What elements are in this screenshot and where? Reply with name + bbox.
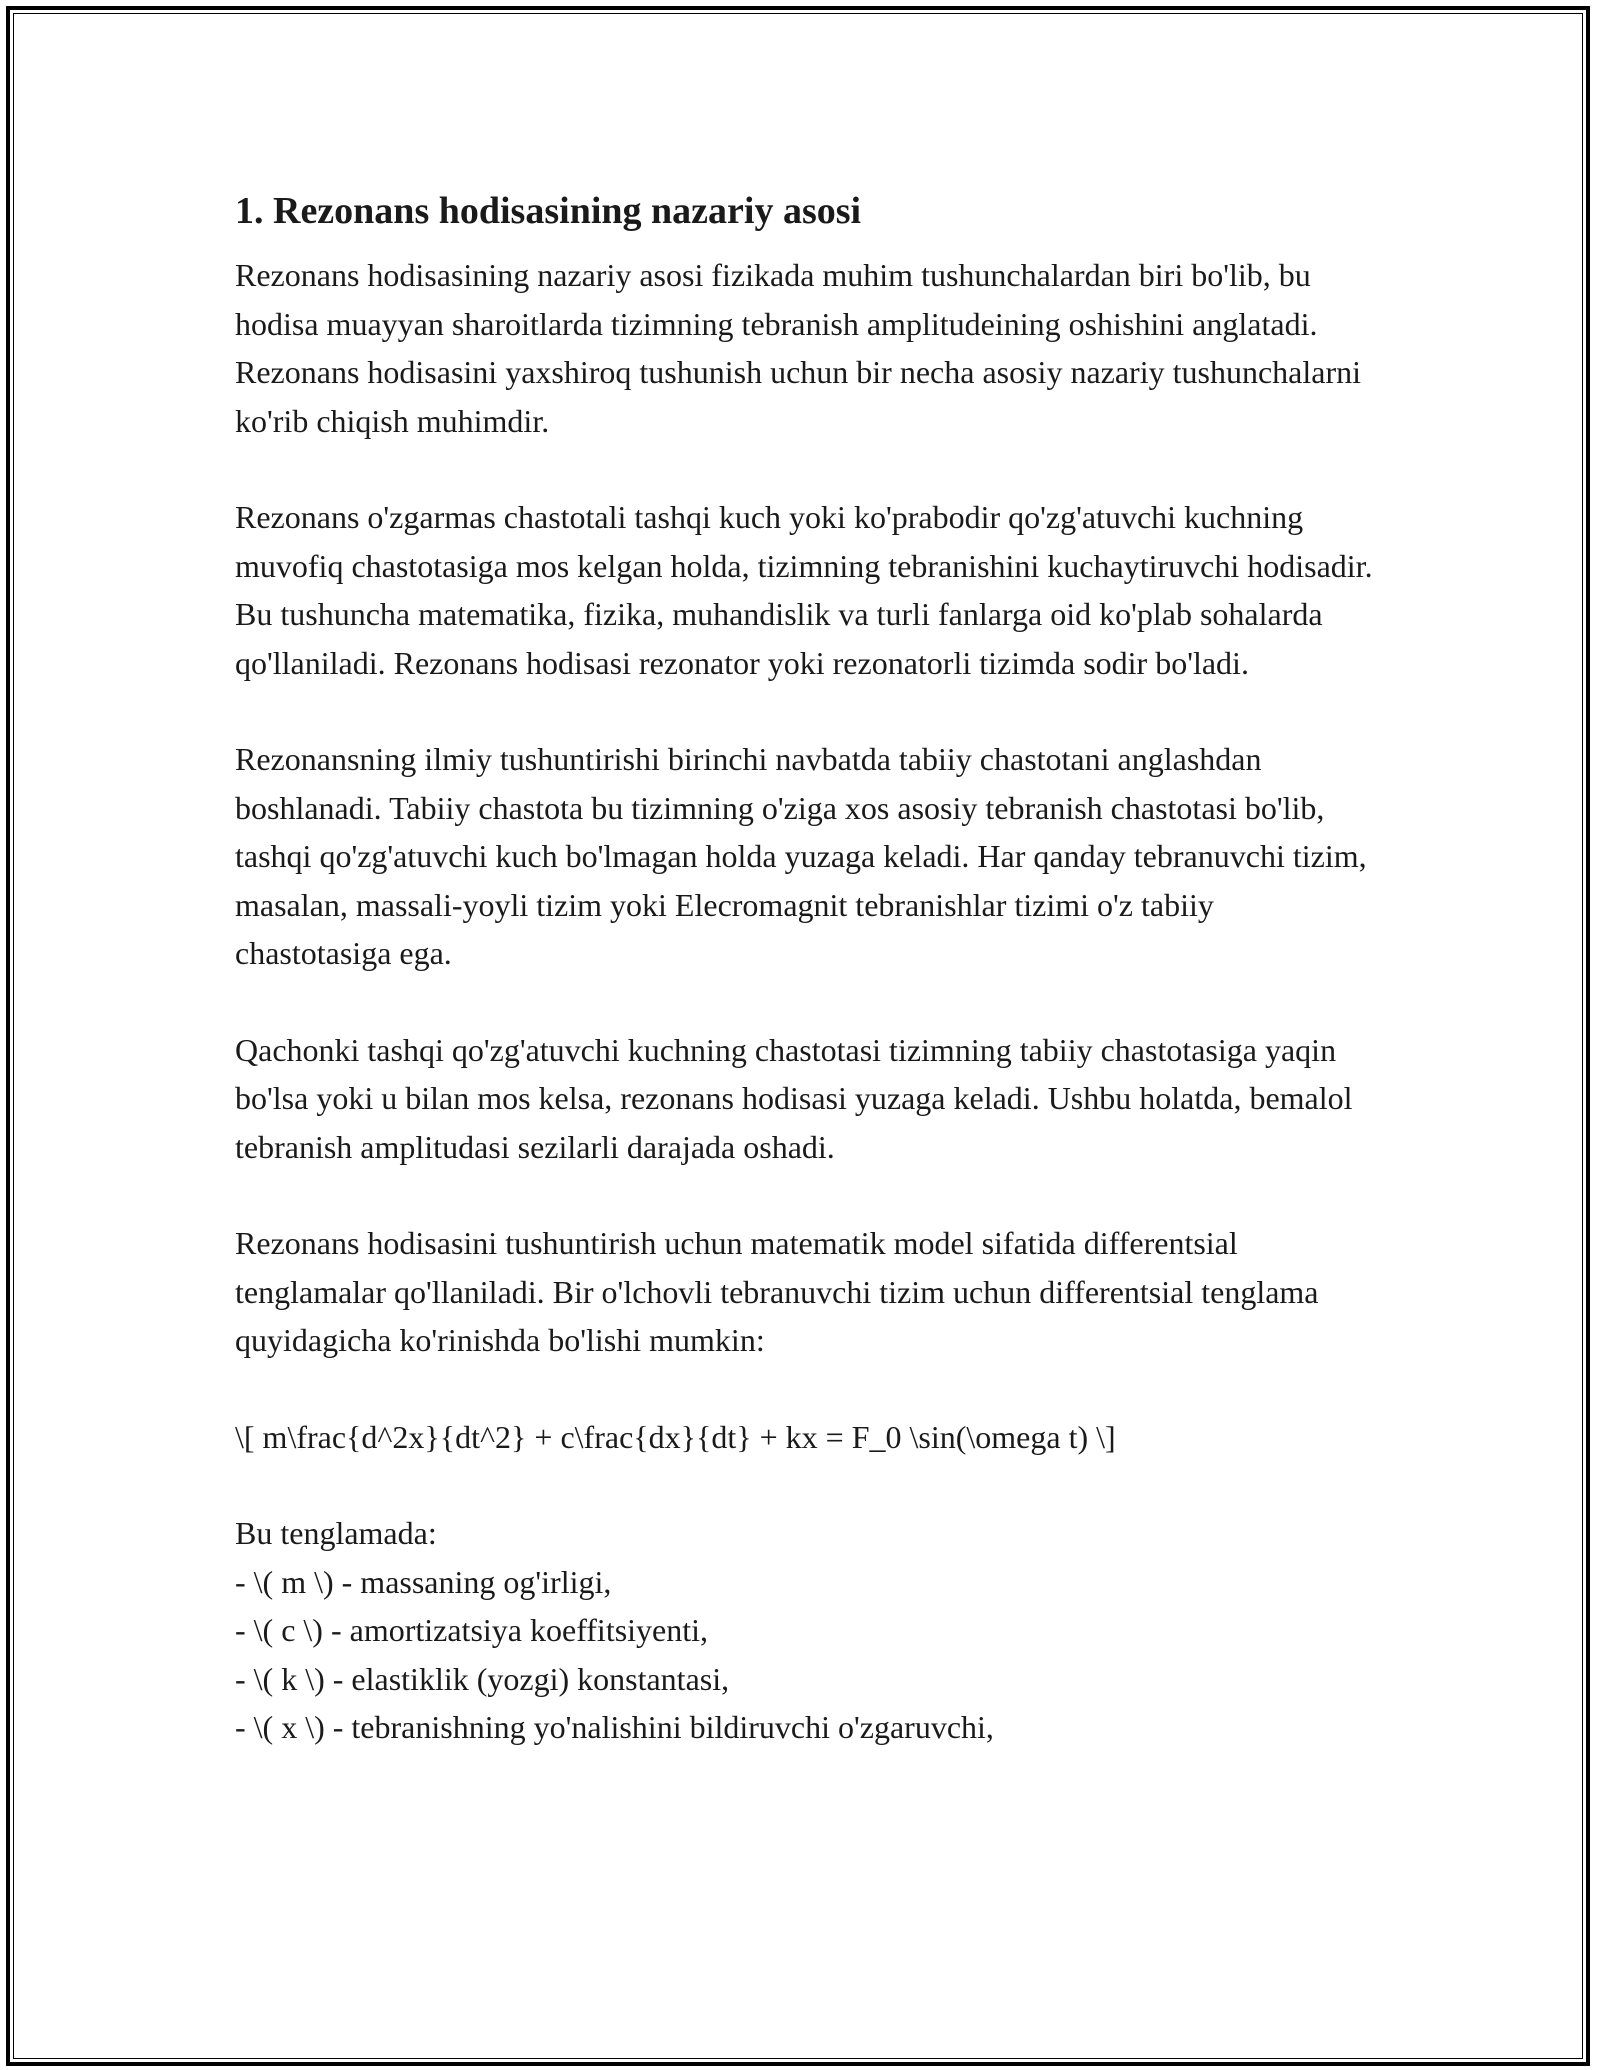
definition-item-c: - \( c \) - amortizatsiya koeffitsiyenti, [235, 1612, 709, 1648]
paragraph-definition: Rezonans o'zgarmas chastotali tashqi kuch yoki ko'prabodir qo'zg'atuvchi kuchning muvofiq chastotasiga mos kelgan holda, tizimning tebranishini kuchaytiruvchi hodisadir. Bu tushuncha matematika, fizika, muhandislik va turli fanlarga oid ko'plab sohalarda qo'llaniladi. Rezonans hodisasi rezonator yoki rezonatorli tizimda sodir bo'ladi. [235, 499, 1373, 681]
definitions-title: Bu tenglamada: [235, 1515, 437, 1551]
section-heading: 1. Rezonans hodisasining nazariy asosi [235, 190, 862, 232]
definition-item-m: - \( m \) - massaning og'irligi, [235, 1563, 612, 1600]
differential-equation: \[ m\frac{d^2x}{dt^2} + c\frac{dx}{dt} + kx = F_0 \sin(\omega t) \] [235, 1418, 1116, 1455]
paragraph-resonance-condition: Qachonki tashqi qo'zg'atuvchi kuchning chastotasi tizimning tabiiy chastotasiga yaqin bo'lsa yoki u bilan mos kelsa, rezonans hodisasi yuzaga keladi. Ushbu holatda, bemalol tebranish amplitudasi sezilarli darajada oshadi. [235, 1031, 1353, 1165]
paragraph-intro: Rezonans hodisasining nazariy asosi fizikada muhim tushunchalardan biri bo'lib, bu hodisa muayyan sharoitlarda tizimning tebranish amplitudeining oshishini anglatadi. Rezonans hodisasini yaxshiroq tushunish uchun bir necha asosiy nazariy tushunchalarni ko'rib chiqish muhimdir. [235, 257, 1361, 439]
paragraph-natural-frequency: Rezonansning ilmiy tushuntirishi birinchi navbatda tabiiy chastotani anglashdan boshlanadi. Tabiiy chastota bu tizimning o'ziga xos asosiy tebranish chastotasi bo'lib, tashqi qo'zg'atuvchi kuch bo'lmagan holda yuzaga keladi. Har qanday tebranuvchi tizim, masalan, massali-yoyli tizim yoki Elecromagnit tebranishlar tizimi o'z tabiiy chastotasiga ega. [235, 741, 1367, 971]
definitions-list [235, 1558, 1375, 1752]
definition-item-x: - \( x \) - tebranishning yo'nalishini bildiruvchi o'zgaruvchi, [235, 1709, 994, 1745]
document-body [235, 185, 1375, 1752]
paragraph-math-model: Rezonans hodisasini tushuntirish uchun matematik model sifatida differentsial tenglamalar qo'llaniladi. Bir o'lchovli tebranuvchi tizim uchun differentsial tenglama quyidagicha ko'rinishda bo'lishi mumkin: [235, 1225, 1319, 1358]
definition-item-k: - \( k \) - elastiklik (yozgi) konstantasi, [235, 1660, 730, 1697]
